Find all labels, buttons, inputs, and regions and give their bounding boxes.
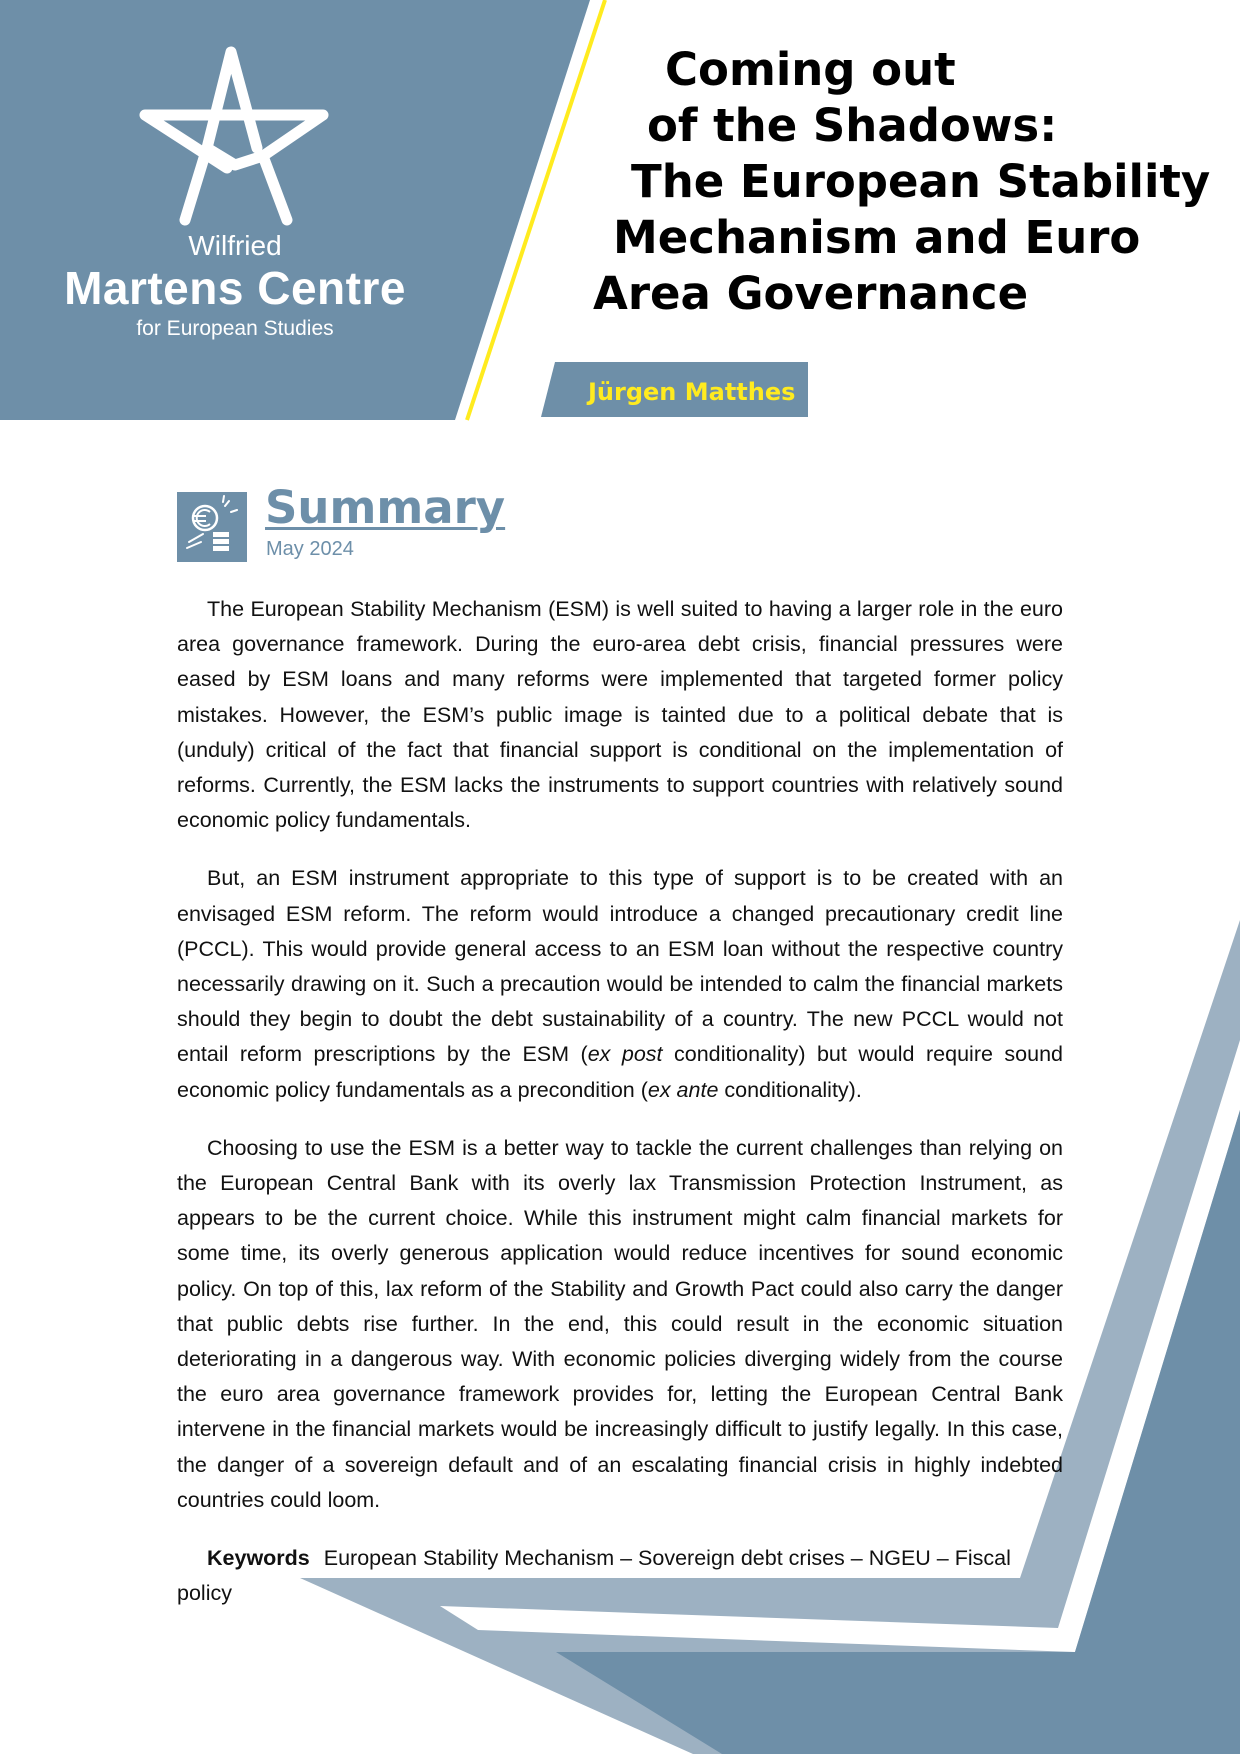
keywords-text: European Stability Mechanism – Sovereign debt crises – NGEU – Fiscal policy [177,1546,1011,1606]
title-line-3: The European Stability [631,155,1211,208]
summary-body [177,592,1063,1611]
star-icon [135,40,335,230]
paragraph-2 [177,861,1063,1107]
summary-heading: Summary [265,481,506,534]
author-name: Jürgen Matthes [588,378,796,406]
paragraph-2-part-3: conditionality). [718,1077,862,1102]
paragraph-3: Choosing to use the ESM is a better way to tackle the current challenges than relying on the European Central Bank with its overly lax Transmission Protection Instrument, as appears to be the current choice. While this instrument might calm financial markets for some time, its overly generous application would reduce incentives for sound economic policy. On top of this, lax reform of the Stability and Growth Pact could also carry the danger that public debts rise further. In the end, this could result in the economic situation deteriorating in a dangerous way. With economic policies diverging widely from the course the euro area governance framework provides for, letting the European Central Bank intervene in the financial markets would be increasingly difficult to justify legally. In this case, the danger of a sovereign default and of an escalating financial crisis in highly indebted countries could loom. [177,1135,1063,1512]
paragraph-2-italic-ex-ante: ex ante [647,1077,719,1102]
title-line-1: Coming out [665,43,956,96]
paragraph-2-part-1: But, an ESM instrument appropriate to this type of support is to be created with an envisaged ESM reform. The reform would introduce a changed precautionary credit line (PCCL). This would provide general access to an ESM loan without the respective country necessarily drawing on it. Such a precaution would be intended to calm the financial markets should they begin to doubt the debt sustainability of a country. The new PCCL would not entail reform prescriptions by the ESM ( [177,866,1063,1067]
keywords-label: Keywords [207,1546,310,1571]
logo-line-wilfried: Wilfried [188,230,282,261]
keywords-line [177,1541,1063,1611]
logo-line-martens-centre: Martens Centre [64,262,406,314]
summary-date: May 2024 [266,538,354,560]
title-line-5: Area Governance [593,267,1029,320]
title-line-2: of the Shadows: [647,99,1058,152]
logo-line-european-studies: for European Studies [136,317,334,340]
euro-coins-icon [177,492,247,562]
logo-text [30,230,440,344]
paragraph-2-italic-ex-post: ex post [587,1042,663,1067]
paragraph-2-part-2: conditionality) but would require sound economic policy fundamentals as a precondition ( [177,1042,1063,1102]
title-line-4: Mechanism and Euro [613,211,1141,264]
paragraph-1: The European Stability Mechanism (ESM) is well suited to having a larger role in the euro area governance framework. During the euro-area debt crisis, financial pressures were eased by ESM loans and many reforms were implemented that targeted former policy mistakes. However, the ESM’s public image is tainted due to a political debate that is (unduly) critical of the fact that financial support is conditional on the implementation of reforms. Currently, the ESM lacks the instruments to support countries with relatively sound economic policy fundamentals. [177,597,1063,833]
